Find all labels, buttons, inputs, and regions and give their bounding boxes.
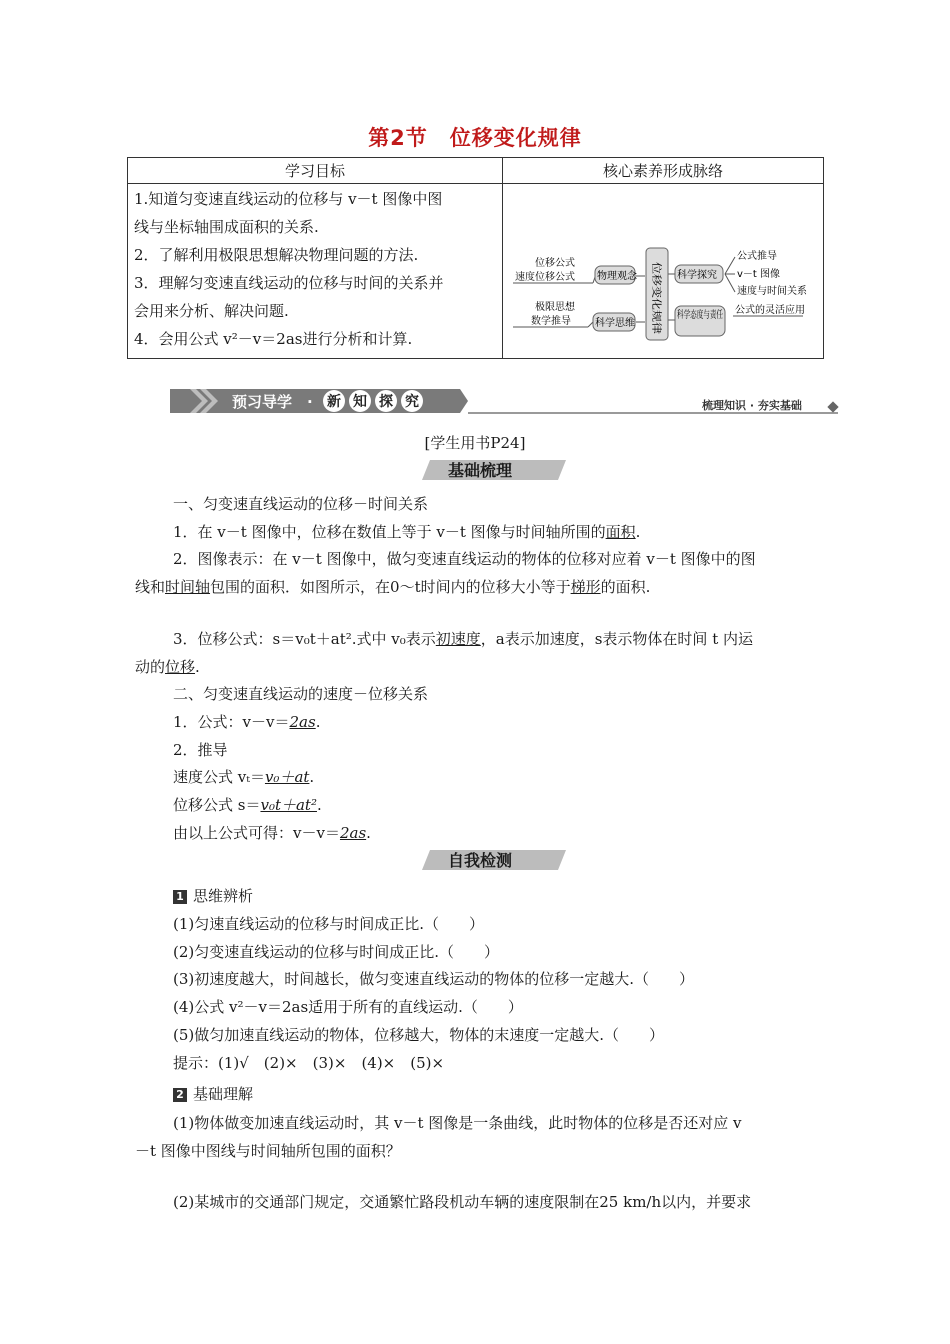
goal-line: 线与坐标轴围成面积的关系. [134, 218, 319, 236]
answer-blank: 初速度 [435, 630, 481, 648]
text: . [366, 824, 371, 842]
book-reference: [学生用书P24] [424, 434, 526, 452]
question: (5)做匀加速直线运动的物体，位移越大，物体的末速度一定越大.（ ） [173, 1026, 665, 1044]
question: (2)匀变速直线运动的位移与时间成正比.（ ） [173, 943, 500, 961]
text: . [195, 658, 200, 676]
paragraph [173, 521, 640, 542]
goal-line: 会用来分析、解决问题. [134, 302, 289, 320]
text: 3．位移公式：s＝v₀t＋at².式中 v₀表示 [173, 630, 436, 648]
goal-line: 1.知道匀变速直线运动的位移与 v－t 图像中图 [134, 190, 443, 208]
diagram-node-explore: 科学探究 [677, 270, 717, 281]
text: . [309, 768, 315, 786]
question: (1)匀速直线运动的位移与时间成正比.（ ） [173, 915, 485, 933]
literacy-diagram-cell [503, 184, 824, 359]
answer-blank: v₀t＋at² [260, 796, 317, 814]
goal-line: 3．理解匀变速直线运动的位移与时间的关系并 [134, 274, 444, 292]
text: 速度公式 vₜ＝ [173, 768, 265, 786]
text: 动的 [135, 658, 166, 676]
section-tag-selfcheck [420, 848, 570, 872]
banner-slogan: 梳理知识 · 夯实基础 [702, 399, 802, 412]
hint-line: 提示：(1)√ (2)× (3)× (4)× (5)× [173, 1054, 445, 1072]
paragraph [135, 656, 200, 677]
diagram-left-item: 数学推导 [531, 316, 571, 327]
answer-blank: 2as [339, 824, 367, 842]
diagram-node-thinking: 科学思维 [595, 318, 635, 329]
diagram-right-item: 速度与时间关系 [737, 286, 807, 297]
goal-line: 4．会用公式 v²－v＝2as进行分析和计算. [134, 330, 413, 348]
number-badge: 2 [173, 1088, 187, 1102]
answer-blank: 面积 [605, 523, 636, 541]
banner-left-text: 预习导学 [232, 393, 293, 411]
paragraph [173, 628, 753, 649]
text: 线和 [135, 578, 166, 596]
answer-blank: 梯形 [570, 578, 601, 596]
goal-line: 2．了解利用极限思想解决物理问题的方法. [134, 246, 419, 264]
answer-blank: v₀＋at [264, 768, 310, 786]
text: . [316, 796, 322, 814]
text: 1．在 v－t 图像中，位移在数值上等于 v－t 图像与时间轴所围的 [173, 523, 606, 541]
subsection-header [173, 1083, 253, 1104]
section-tag-basics [420, 458, 570, 482]
table-header-literacy: 核心素养形成脉络 [503, 158, 824, 184]
paragraph [135, 576, 650, 597]
text: . [315, 713, 321, 731]
text: 思维辨析 [193, 887, 254, 905]
question: (3)初速度越大，时间越长，做匀变速直线运动的物体的位移一定越大.（ ） [173, 970, 695, 988]
text: 1．公式：v－v＝ [173, 713, 290, 731]
diagram-left-item: 速度位移公式 [515, 272, 575, 283]
answer-blank: 时间轴 [165, 578, 211, 596]
number-badge: 1 [173, 890, 187, 904]
diagram-right-item: v－t 图像 [737, 269, 781, 280]
banner-char: 知 [353, 394, 367, 410]
question: (1)物体做变加速直线运动时，其 v－t 图像是一条曲线，此时物体的位移是否还对应 v [173, 1114, 742, 1132]
formula-line [173, 822, 371, 843]
diagram-center-node: 位移变化规律 [650, 262, 661, 322]
text: 包围的面积．如图所示，在0～t时间内的位移大小等于 [210, 578, 571, 596]
banner-dot: · [307, 393, 313, 411]
heading-1: 一、匀变速直线运动的位移－时间关系 [173, 495, 429, 513]
diagram-left-item: 极限思想 [535, 302, 575, 313]
section-banner [170, 385, 468, 417]
diagram-left-item: 位移公式 [535, 258, 575, 269]
paragraph: 2．推导 [173, 741, 228, 759]
banner-char: 究 [405, 394, 419, 410]
text: 由以上公式可得：v－v＝ [173, 824, 340, 842]
formula-line [173, 794, 322, 815]
question: －t 图像中图线与时间轴所包围的面积？ [135, 1142, 401, 1160]
diamond-icon [827, 401, 838, 412]
section-tag-label: 自我检测 [448, 851, 513, 870]
diagram-right-item: 公式的灵活应用 [735, 305, 805, 316]
subsection-header [173, 885, 253, 906]
section-tag-label: 基础梳理 [448, 461, 513, 480]
formula-line [173, 711, 320, 732]
table-header-goals: 学习目标 [128, 158, 503, 184]
paragraph: 2．图像表示：在 v－t 图像中，做匀变速直线运动的物体的位移对应着 v－t 图像中的图 [173, 550, 756, 568]
diagram-node-concept: 物理观念 [597, 271, 637, 282]
banner-char: 探 [379, 394, 393, 410]
diagram-node-attitude: 科学态度与责任 [677, 310, 747, 321]
goals-cell [128, 184, 503, 359]
question: (4)公式 v²－v＝2as适用于所有的直线运动.（ ） [173, 998, 523, 1016]
objectives-table [127, 157, 824, 359]
banner-char: 新 [327, 394, 341, 410]
text: 位移公式 s＝ [173, 796, 261, 814]
page-title: 第2节 位移变化规律 [368, 126, 582, 150]
question: (2)某城市的交通部门规定，交通繁忙路段机动车辆的速度限制在25 km/h以内，并要求 [173, 1193, 752, 1211]
answer-blank: 2as [289, 713, 316, 731]
literacy-diagram [503, 184, 823, 354]
heading-2: 二、匀变速直线运动的速度－位移关系 [173, 685, 429, 703]
text: 基础理解 [193, 1085, 254, 1103]
text: ，a表示加速度，s表示物体在时间 t 内运 [480, 630, 753, 648]
diagram-right-item: 公式推导 [737, 251, 777, 262]
text: . [635, 523, 641, 541]
text: 的面积. [600, 578, 651, 596]
answer-blank: 位移 [165, 658, 196, 676]
formula-line [173, 766, 314, 787]
